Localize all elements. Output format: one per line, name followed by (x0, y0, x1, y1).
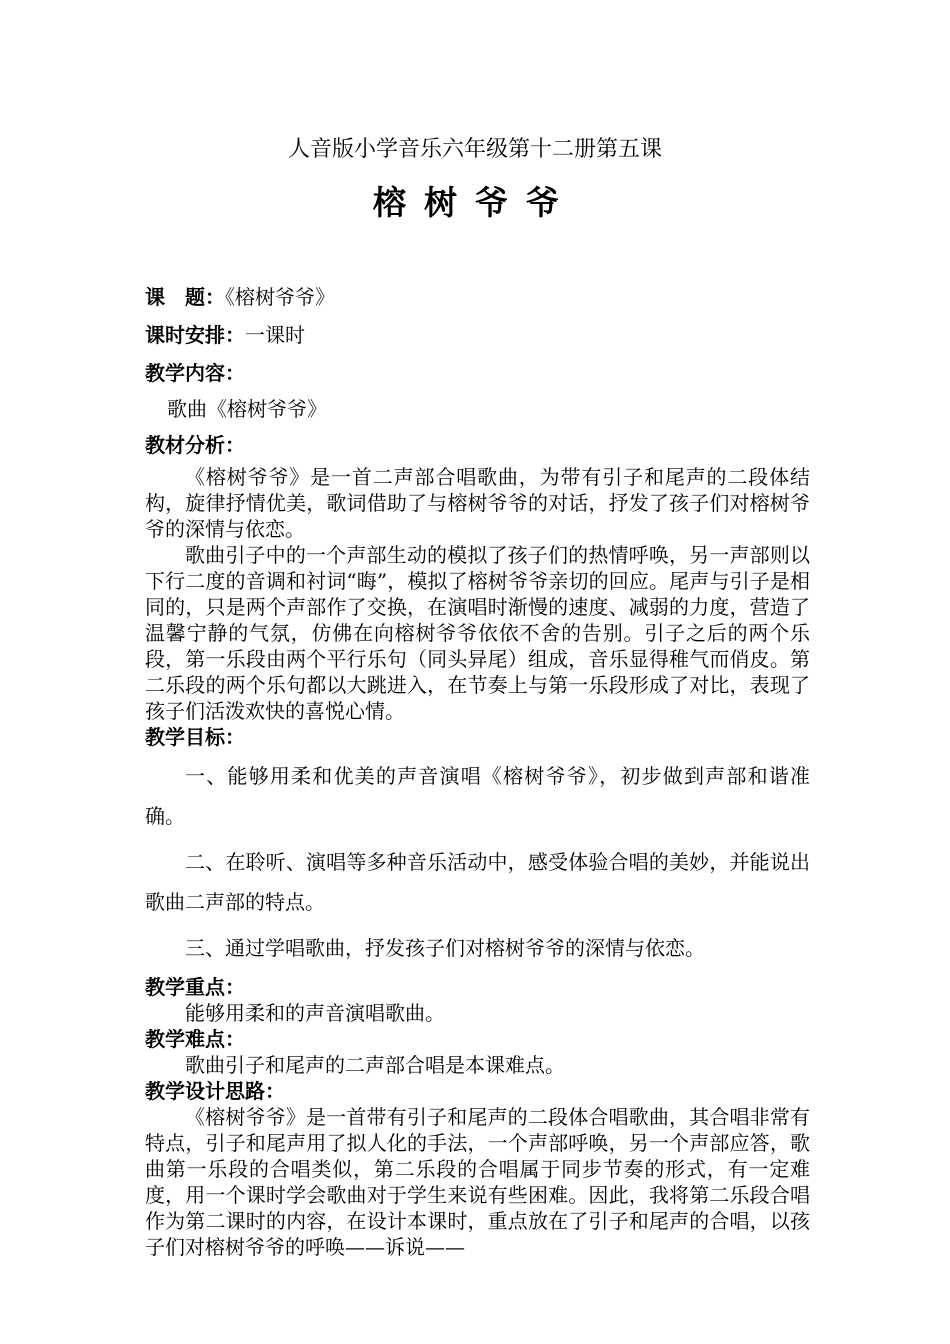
schedule-label: 课时安排： (145, 323, 245, 347)
goal-item: 二、在聆听、演唱等多种音乐活动中，感受体验合唱的美妙，并能说出歌曲二声部的特点。 (145, 850, 810, 914)
goal-item: 三、通过学唱歌曲，抒发孩子们对榕树爷爷的深情与依恋。 (185, 936, 705, 960)
topic-value: 《榕树爷爷》 (225, 285, 335, 309)
key-points-text: 能够用柔和的声音演唱歌曲。 (185, 1001, 445, 1025)
topic-label: 课 题： (145, 285, 225, 309)
goals-heading: 教学目标： (145, 725, 245, 749)
design-heading: 教学设计思路： (145, 1079, 285, 1103)
key-points-heading: 教学重点： (145, 975, 245, 999)
document-body (145, 278, 810, 1260)
topic-field (145, 278, 810, 316)
lesson-subtitle: 人音版小学音乐六年级第十二册第五课 (287, 137, 662, 162)
difficulties-heading: 教学难点： (145, 1027, 245, 1051)
schedule-field (145, 316, 810, 354)
lesson-title: 榕树爷爷 (373, 183, 577, 222)
analysis-heading: 教材分析： (145, 433, 245, 457)
schedule-value: 一课时 (245, 323, 305, 347)
analysis-paragraph: 歌曲引子中的一个声部生动的模拟了孩子们的热情呼唤，另一声部则以下行二度的音调和衬词“晦”，模拟了榕树爷爷亲切的回应。尾声与引子是相同的，只是两个声部作了交换，在演唱时渐慢的速度、减弱的力度，营造了温馨宁静的气氛，仿佛在向榕树爷爷依依不舍的告别。引子之后的两个乐段，第一乐段由两个平行乐句（同头异尾）组成，音乐显得稚气而俏皮。第二乐段的两个乐句都以大跳进入，在节奏上与第一乐段形成了对比，表现了孩子们活泼欢快的喜悦心情。 (145, 543, 810, 723)
content-heading: 教学内容： (145, 361, 245, 385)
goal-item: 一、能够用柔和优美的声音演唱《榕树爷爷》，初步做到声部和谐准确。 (145, 764, 810, 828)
design-text: 《榕树爷爷》是一首带有引子和尾声的二段体合唱歌曲，其合唱非常有特点，引子和尾声用了拟人化的手法，一个声部呼唤，另一个声部应答，歌曲第一乐段的合唱类似，第二乐段的合唱属于同步节奏的形式，有一定难度，用一个课时学会歌曲对于学生来说有些困难。因此，我将第二乐段合唱作为第二课时的内容，在设计本课时，重点放在了引子和尾声的合唱，以孩子们对榕树爷爷的呼唤——诉说—— (145, 1105, 810, 1259)
analysis-paragraph: 《榕树爷爷》是一首二声部合唱歌曲，为带有引子和尾声的二段体结构，旋律抒情优美，歌词借助了与榕树爷爷的对话，抒发了孩子们对榕树爷爷的深情与依恋。 (145, 465, 810, 541)
content-value: 歌曲《榕树爷爷》 (167, 397, 327, 421)
difficulties-text: 歌曲引子和尾声的二声部合唱是本课难点。 (185, 1053, 565, 1077)
